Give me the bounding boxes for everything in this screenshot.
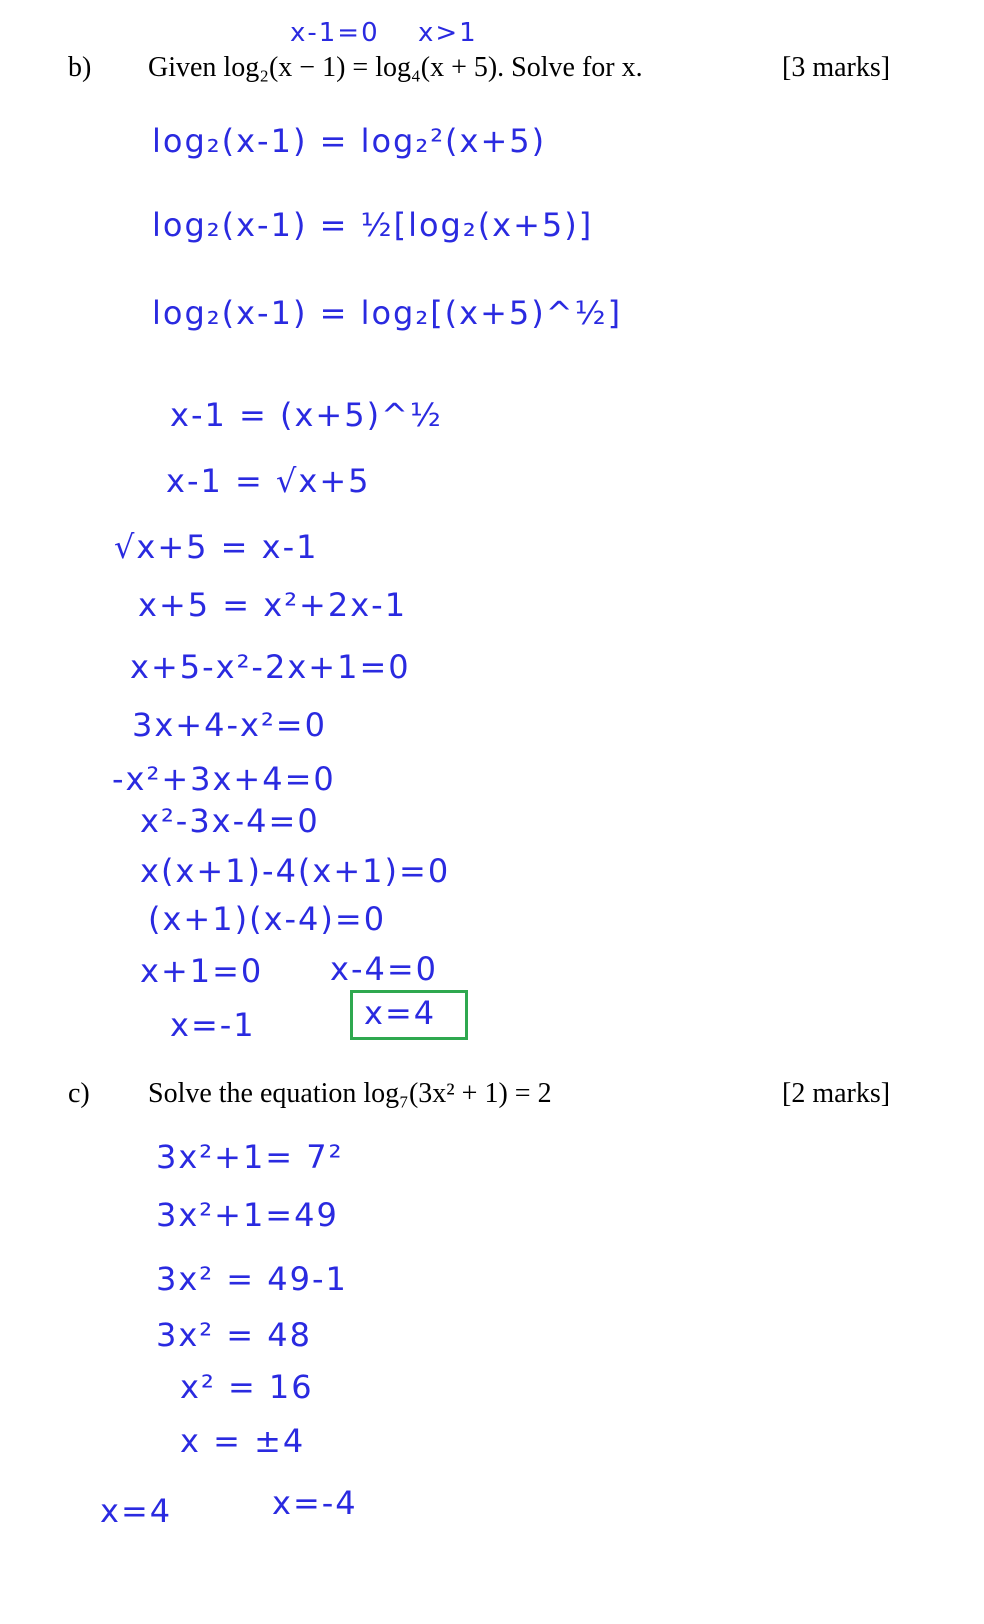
working-b-line-9: 3x+4-x²=0 xyxy=(132,706,327,744)
part-c-question: Solve the equation log₇(3x² + 1) = 2 xyxy=(148,1078,552,1109)
working-c-line-6: x = ±4 xyxy=(180,1422,306,1460)
working-b-line-4: x-1 = (x+5)^½ xyxy=(170,396,443,434)
working-b-line-2: log₂(x-1) = ½[log₂(x+5)] xyxy=(152,206,594,244)
working-c-line-2: 3x²+1=49 xyxy=(156,1196,339,1234)
part-c-label: c) xyxy=(68,1078,90,1109)
note-domain-condition: x>1 xyxy=(418,18,478,48)
working-b-line-3: log₂(x-1) = log₂[(x+5)^½] xyxy=(152,294,623,332)
final-answer-b: x=4 xyxy=(364,994,437,1032)
working-b-line-6: √x+5 = x-1 xyxy=(114,528,319,566)
part-b-marks: [3 marks] xyxy=(782,52,891,83)
working-b-line-8: x+5-x²-2x+1=0 xyxy=(130,648,411,686)
part-b-label: b) xyxy=(68,52,92,83)
working-b-line-13: (x+1)(x-4)=0 xyxy=(148,900,387,938)
part-b-question: Given log₂(x − 1) = log₄(x + 5). Solve for x. xyxy=(148,52,643,83)
working-b-line-10: -x²+3x+4=0 xyxy=(112,760,336,798)
root-right-equation: x-4=0 xyxy=(330,950,439,988)
working-c-line-4: 3x² = 48 xyxy=(156,1316,312,1354)
working-b-line-1: log₂(x-1) = log₂²(x+5) xyxy=(152,122,547,160)
root-left-value: x=-1 xyxy=(170,1006,256,1044)
answer-c-negative: x=-4 xyxy=(272,1484,358,1522)
working-c-line-1: 3x²+1= 7² xyxy=(156,1138,344,1176)
working-b-line-11: x²-3x-4=0 xyxy=(140,802,320,840)
answer-c-positive: x=4 xyxy=(100,1492,173,1530)
working-b-line-5: x-1 = √x+5 xyxy=(166,462,371,500)
note-domain-equation: x-1=0 xyxy=(290,18,380,48)
working-b-line-12: x(x+1)-4(x+1)=0 xyxy=(140,852,451,890)
part-c-marks: [2 marks] xyxy=(782,1078,891,1109)
working-c-line-3: 3x² = 49-1 xyxy=(156,1260,348,1298)
working-c-line-5: x² = 16 xyxy=(180,1368,314,1406)
working-b-line-7: x+5 = x²+2x-1 xyxy=(138,586,408,624)
root-left-equation: x+1=0 xyxy=(140,952,264,990)
